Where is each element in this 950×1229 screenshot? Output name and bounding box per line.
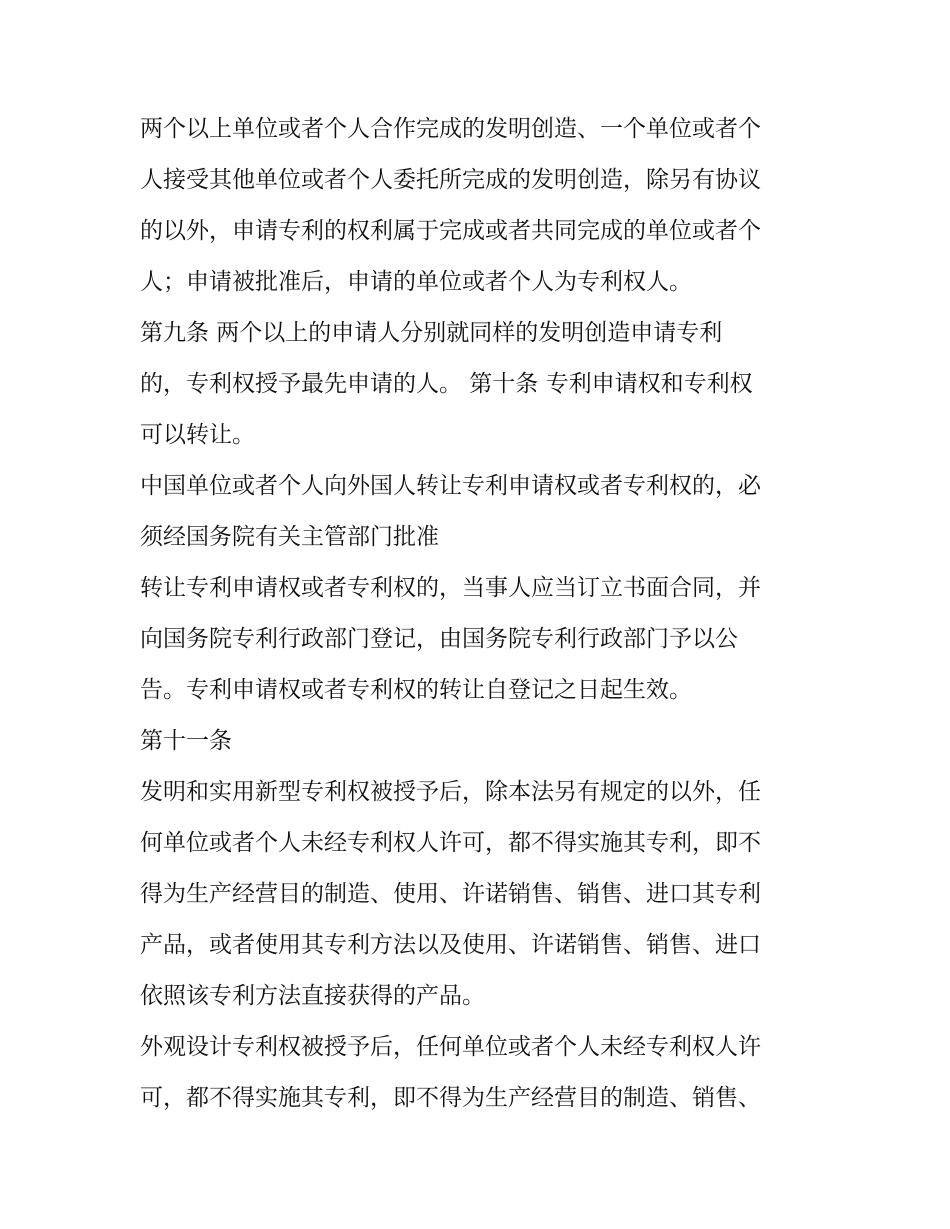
text-line: 两个以上单位或者个人合作完成的发明创造、一个单位或者个: [140, 116, 761, 142]
text-line: 发明和实用新型专利权被授予后，除本法另有规定的以外，任: [140, 779, 761, 805]
paragraph-article-9-10: [140, 308, 820, 461]
text-line: 可，都不得实施其专利，即不得为生产经营目的制造、销售、: [140, 1085, 761, 1111]
text-line: 中国单位或者个人向外国人转让专利申请权或者专利权的，必: [140, 473, 761, 499]
paragraph-invention-patent-rights: [140, 767, 820, 1022]
paragraph-transfer-registration: [140, 563, 820, 716]
text-line: 依照该专利方法直接获得的产品。: [140, 983, 485, 1009]
text-line: 得为生产经营目的制造、使用、许诺销售、销售、进口其专利: [140, 881, 761, 907]
text-line: 须经国务院有关主管部门批准: [140, 524, 439, 550]
text-line: 的，专利权授予最先申请的人。 第十条 专利申请权和专利权: [140, 371, 753, 397]
text-line: 第九条 两个以上的申请人分别就同样的发明创造申请专利: [140, 320, 723, 346]
text-line: 可以转让。: [140, 422, 255, 448]
document-body: [140, 104, 820, 1124]
text-line: 何单位或者个人未经专利权人许可，都不得实施其专利，即不: [140, 830, 761, 856]
text-line: 向国务院专利行政部门登记，由国务院专利行政部门予以公: [140, 626, 738, 652]
text-line: 告。专利申请权或者专利权的转让自登记之日起生效。: [140, 677, 692, 703]
text-line: 转让专利申请权或者专利权的，当事人应当订立书面合同，并: [140, 575, 761, 601]
text-line: 的以外，申请专利的权利属于完成或者共同完成的单位或者个: [140, 218, 761, 244]
text-line: 产品，或者使用其专利方法以及使用、许诺销售、销售、进口: [140, 932, 761, 958]
text-line: 外观设计专利权被授予后，任何单位或者个人未经专利权人许: [140, 1034, 761, 1060]
article-heading-11: [140, 716, 820, 767]
paragraph-joint-invention: [140, 104, 820, 308]
text-line: 人接受其他单位或者个人委托所完成的发明创造，除另有协议: [140, 167, 761, 193]
paragraph-foreign-transfer: [140, 461, 820, 563]
text-line: 第十一条: [140, 728, 232, 754]
text-line: 人；申请被批准后，申请的单位或者个人为专利权人。: [140, 269, 692, 295]
paragraph-design-patent-rights: [140, 1022, 820, 1124]
